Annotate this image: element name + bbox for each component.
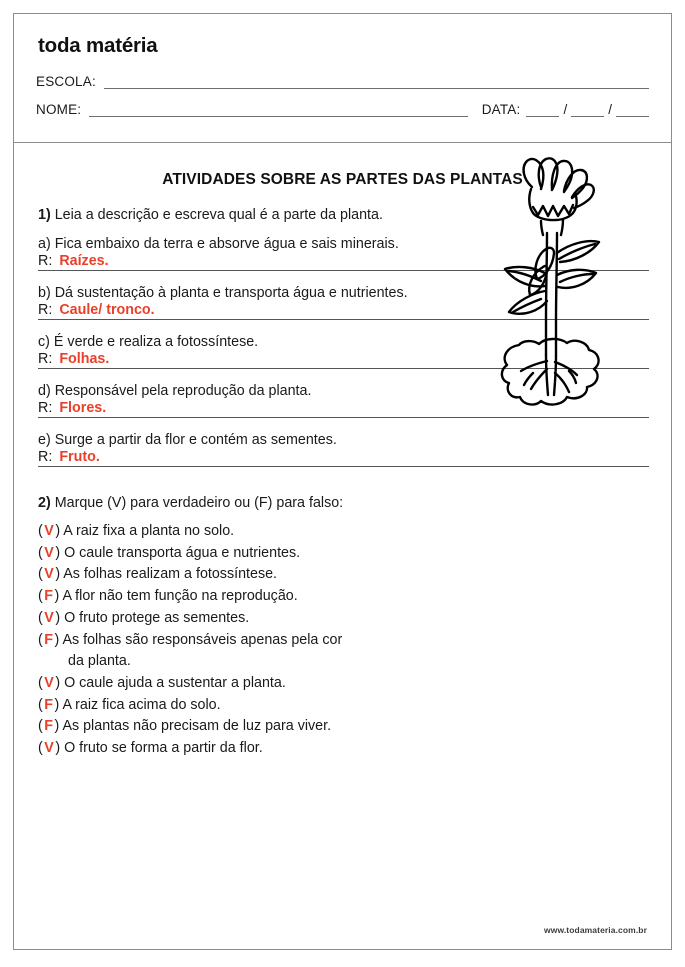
true-false-item[interactable] — [38, 738, 436, 760]
statement-text: O caule transporta água e nutrientes. — [64, 544, 301, 561]
mark-open-paren: ( — [38, 631, 43, 648]
true-false-item[interactable] — [38, 586, 436, 608]
answer-mark[interactable]: V — [44, 675, 54, 692]
true-false-item[interactable] — [38, 543, 436, 565]
plant-illustration — [475, 149, 645, 409]
worksheet-page — [13, 13, 672, 950]
page-title: ATIVIDADES SOBRE AS PARTES DAS PLANTAS — [162, 171, 523, 188]
item-b-description: Dá sustentação à planta e transporta água e nutrientes. — [54, 285, 408, 301]
answer-mark[interactable]: V — [44, 740, 54, 757]
mark-close-paren: ) — [54, 588, 60, 605]
leaf-icon — [509, 291, 547, 314]
mark-close-paren: ) — [55, 544, 61, 561]
item-c-label: c) — [38, 334, 50, 350]
brand-logo: toda matéria — [38, 34, 158, 57]
mark-open-paren: ( — [38, 718, 43, 735]
statement-text: A raiz fixa a planta no solo. — [63, 523, 235, 539]
question-2-prompt — [38, 495, 649, 511]
answer-mark[interactable]: F — [44, 696, 53, 713]
name-input-line[interactable] — [89, 103, 467, 117]
stem-icon — [546, 233, 557, 356]
answer-mark[interactable]: F — [44, 718, 53, 735]
mark-open-paren: ( — [38, 609, 43, 626]
item-e-label: e) — [38, 432, 51, 448]
statement-text-continuation: da planta. — [68, 653, 131, 670]
item-e-answer-line[interactable] — [38, 449, 649, 467]
question-2-number: 2) — [38, 495, 51, 511]
statement-text: A flor não tem função na reprodução. — [62, 588, 298, 605]
date-separator-1: / — [563, 102, 568, 117]
date-label: DATA: — [481, 102, 521, 117]
item-d-label: d) — [38, 383, 51, 399]
true-false-item[interactable] — [38, 521, 436, 543]
school-label: ESCOLA: — [36, 74, 96, 89]
statement-text: As plantas não precisam de luz para viver. — [62, 718, 332, 735]
worksheet-content — [14, 143, 671, 949]
date-separator-2: / — [608, 102, 612, 117]
answer-mark[interactable]: V — [44, 544, 54, 561]
item-a-answer-prefix: R: — [38, 253, 53, 269]
statement-text: As folhas são responsáveis apenas pela cor — [62, 631, 343, 648]
item-c-answer-value: Folhas. — [59, 351, 110, 367]
answer-mark[interactable]: F — [44, 631, 53, 648]
date-year-input[interactable] — [616, 103, 649, 117]
mark-open-paren: ( — [38, 544, 43, 561]
leaf-icon — [535, 248, 554, 279]
answer-mark[interactable]: V — [44, 566, 54, 583]
mark-open-paren: ( — [38, 523, 43, 539]
item-e-answer-value: Fruto. — [59, 449, 100, 465]
true-false-item[interactable] — [38, 564, 436, 586]
item-a-description: Fica embaixo da terra e absorve água e sais minerais. — [54, 236, 399, 252]
leaf-icon — [557, 270, 596, 288]
mark-open-paren: ( — [38, 588, 43, 605]
mark-close-paren: ) — [55, 566, 61, 583]
item-a-answer-value: Raízes. — [59, 253, 109, 269]
true-false-item[interactable] — [38, 608, 436, 630]
true-false-item[interactable] — [38, 673, 436, 695]
date-month-input[interactable] — [571, 103, 604, 117]
footer-website: www.todamateria.com.br — [544, 925, 647, 935]
mark-close-paren: ) — [54, 718, 60, 735]
question-2-text: Marque (V) para verdadeiro ou (F) para falso: — [54, 495, 344, 511]
statement-text: O caule ajuda a sustentar a planta. — [64, 675, 286, 692]
name-date-field-row — [36, 102, 649, 117]
worksheet-header — [14, 14, 671, 143]
true-false-item[interactable] — [38, 630, 436, 673]
question-1-number: 1) — [38, 207, 51, 223]
school-field-row — [36, 74, 649, 89]
item-a-label: a) — [38, 236, 51, 252]
statement-text: As folhas realizam a fotossíntese. — [63, 566, 278, 583]
item-d-description: Responsável pela reprodução da planta. — [54, 383, 312, 399]
item-e-description: Surge a partir da flor e contém as sementes. — [54, 432, 337, 448]
item-d-answer-prefix: R: — [38, 400, 53, 416]
name-label: NOME: — [36, 102, 82, 117]
school-input-line[interactable] — [104, 75, 649, 89]
statement-text: O fruto protege as sementes. — [64, 609, 250, 626]
mark-close-paren: ) — [54, 631, 60, 648]
mark-close-paren: ) — [55, 740, 61, 757]
item-d-answer-value: Flores. — [59, 400, 107, 416]
true-false-item[interactable] — [38, 695, 436, 717]
mark-open-paren: ( — [38, 740, 43, 757]
mark-close-paren: ) — [55, 675, 61, 692]
item-c-answer-prefix: R: — [38, 351, 53, 367]
item-e-answer-prefix: R: — [38, 449, 53, 465]
question-2-section — [36, 495, 649, 760]
date-day-input[interactable] — [526, 103, 559, 117]
question-1-item-e — [36, 432, 649, 467]
mark-close-paren: ) — [54, 696, 60, 713]
answer-mark[interactable]: V — [44, 609, 54, 626]
answer-mark[interactable]: V — [44, 523, 54, 539]
true-false-item[interactable] — [38, 716, 436, 738]
item-c-description: É verde e realiza a fotossíntese. — [53, 334, 259, 350]
item-b-answer-value: Caule/ tronco. — [59, 302, 155, 318]
item-b-label: b) — [38, 285, 51, 301]
roots-icon — [521, 355, 577, 395]
statement-text: O fruto se forma a partir da flor. — [64, 740, 263, 757]
mark-close-paren: ) — [55, 523, 61, 539]
leaf-icon — [557, 241, 599, 262]
answer-mark[interactable]: F — [44, 588, 53, 605]
mark-open-paren: ( — [38, 675, 43, 692]
mark-open-paren: ( — [38, 696, 43, 713]
item-e-text — [38, 432, 649, 448]
true-false-list — [36, 521, 436, 760]
date-field-group — [482, 102, 649, 117]
statement-text: A raiz fica acima do solo. — [62, 696, 221, 713]
mark-close-paren: ) — [55, 609, 61, 626]
item-b-answer-prefix: R: — [38, 302, 53, 318]
flower-icon — [524, 158, 594, 235]
question-1-text: Leia a descrição e escreva qual é a parte da planta. — [54, 207, 383, 223]
mark-open-paren: ( — [38, 566, 43, 583]
soil-icon — [502, 339, 599, 405]
